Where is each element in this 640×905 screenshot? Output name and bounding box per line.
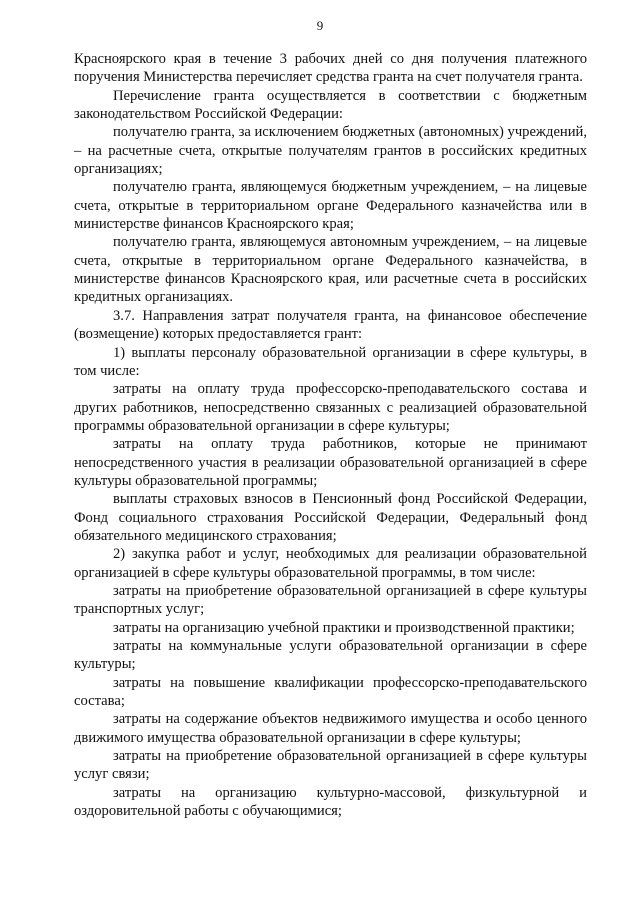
paragraph: получателю гранта, за исключением бюджетных (автономных) учреждений, – на расчетные счета, открытые получателям грантов в российских кредитных организациях; xyxy=(74,124,587,178)
paragraph: получателю гранта, являющемуся бюджетным учреждением, – на лицевые счета, открытые в территориальном органе Федерального казначейства или в министерстве финансов Красноярского края; xyxy=(74,179,587,233)
document-body xyxy=(74,50,587,820)
paragraph: выплаты страховых взносов в Пенсионный фонд Российской Федерации, Фонд социального страхования Российской Федерации, Федеральный фонд обязательного медицинского страхования; xyxy=(74,491,587,544)
paragraph: 1) выплаты персоналу образовательной организации в сфере культуры, в том числе: xyxy=(74,344,587,379)
paragraph: затраты на коммунальные услуги образовательной организации в сфере культуры; xyxy=(74,638,587,673)
paragraph: затраты на содержание объектов недвижимого имущества и особо ценного движимого имущества образовательной организации в сфере культуры; xyxy=(74,711,587,746)
paragraph: Перечисление гранта осуществляется в соответствии с бюджетным законодательством Российской Федерации: xyxy=(74,87,587,123)
paragraph: затраты на приобретение образовательной организацией в сфере культуры транспортных услуг; xyxy=(74,582,587,618)
page-number: 9 xyxy=(316,18,324,33)
paragraph: 2) закупка работ и услуг, необходимых для реализации образовательной организацией в сфере культуры образовательной программы, в том числе: xyxy=(74,546,587,581)
paragraph: 3.7. Направления затрат получателя гранта, на финансовое обеспечение (возмещение) которых предоставляется грант: xyxy=(74,307,587,343)
paragraph: получателю гранта, являющемуся автономным учреждением, – на лицевые счета, открытые в территориальном органе Федерального казначейства, в министерстве финансов Красноярского края, или расчетные счета в российских кредитных организациях. xyxy=(74,234,587,306)
paragraph: затраты на приобретение образовательной организацией в сфере культуры услуг связи; xyxy=(74,748,587,783)
paragraph: затраты на повышение квалификации профессорско-преподавательского состава; xyxy=(74,674,587,710)
paragraph: затраты на организацию культурно-массовой, физкультурной и оздоровительной работы с обучающимися; xyxy=(74,784,587,820)
paragraph: Красноярского края в течение 3 рабочих дней со дня получения платежного поручения Министерства перечисляет средства гранта на счет получателя гранта. xyxy=(74,51,587,86)
paragraph: затраты на оплату труда работников, которые не принимают непосредственного участия в реализации образовательной организацией в сфере культуры образовательной программы; xyxy=(74,436,587,489)
paragraph: затраты на организацию учебной практики и производственной практики; xyxy=(113,619,575,636)
paragraph: затраты на оплату труда профессорско-преподавательского состава и других работников, непосредственно связанных с реализацией образовательной программы образовательной организации в сфере культуры; xyxy=(74,381,587,434)
